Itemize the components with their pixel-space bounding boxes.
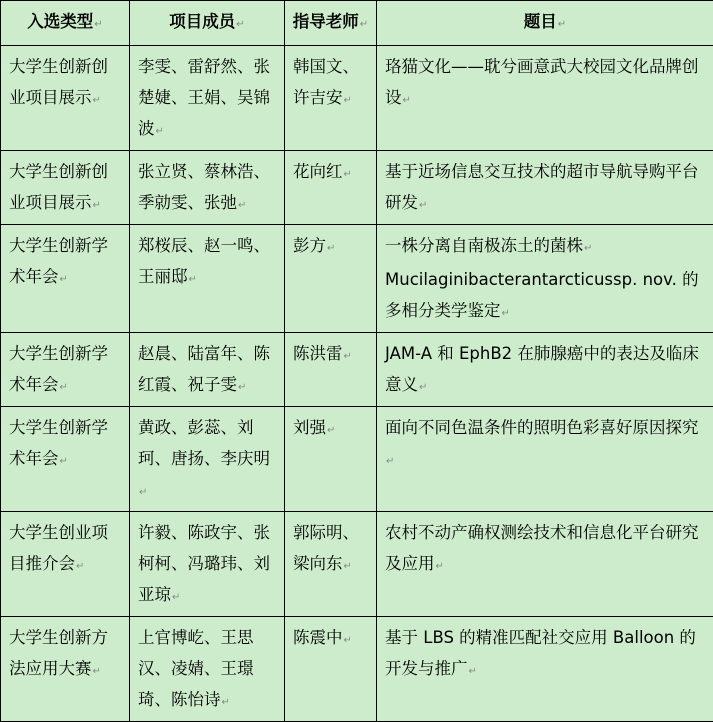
- table-row: [1, 407, 713, 512]
- cell-topic: 一株分离自南极冻土的菌株↵ Mucilaginibacterantarcticussp. nov. 的多相分类学鉴定↵: [377, 225, 713, 333]
- cell-topic: 珞猫文化——耽兮画意武大校园文化品牌创设↵: [377, 46, 713, 151]
- cell-topic: 农村不动产确权测绘技术和信息化平台研究及应用↵: [377, 512, 713, 617]
- cell-topic: JAM-A 和 EphB2 在肺腺癌中的表达及临床意义↵: [377, 333, 713, 407]
- table-row: [1, 151, 713, 225]
- cell-members: 上官博屹、王思汉、凌婧、王璟琦、陈怡诗↵: [130, 617, 285, 722]
- cell-advisor: 陈洪雷↵: [285, 333, 377, 407]
- cell-advisor: 郭际明、梁向东↵: [285, 512, 377, 617]
- cell-topic: 基于近场信息交互技术的超市导航导购平台研发↵: [377, 151, 713, 225]
- table-row: [1, 512, 713, 617]
- cell-members: 李雯、雷舒然、张楚婕、王娟、吴锦波↵: [130, 46, 285, 151]
- cell-topic: 面向不同色温条件的照明色彩喜好原因探究↵: [377, 407, 713, 512]
- table-row: [1, 225, 713, 333]
- header-advisor: 指导老师↵: [285, 1, 377, 46]
- header-row: [1, 1, 713, 46]
- table-row: [1, 46, 713, 151]
- cell-type: 大学生创新方法应用大赛↵: [1, 617, 130, 722]
- cell-advisor: 彭方↵: [285, 225, 377, 333]
- header-members: 项目成员↵: [130, 1, 285, 46]
- cell-type: 大学生创新学术年会↵: [1, 333, 130, 407]
- cell-type: 大学生创新创业项目展示↵: [1, 151, 130, 225]
- cell-type: 大学生创新学术年会↵: [1, 225, 130, 333]
- cell-advisor: 韩国文、许吉安↵: [285, 46, 377, 151]
- cell-type: 大学生创新学术年会↵: [1, 407, 130, 512]
- cell-type: 大学生创新创业项目展示↵: [1, 46, 130, 151]
- header-type: 入选类型↵: [1, 1, 130, 46]
- cell-members: 黄政、彭蕊、刘珂、唐扬、李庆明↵: [130, 407, 285, 512]
- cell-advisor: 刘强↵: [285, 407, 377, 512]
- cell-topic: 基于 LBS 的精准匹配社交应用 Balloon 的开发与推广↵: [377, 617, 713, 722]
- cell-advisor: 花向红↵: [285, 151, 377, 225]
- cell-members: 赵晨、陆富年、陈红霞、祝子雯↵: [130, 333, 285, 407]
- table-row: [1, 617, 713, 722]
- cell-advisor: 陈震中↵: [285, 617, 377, 722]
- header-topic: 题目↵: [377, 1, 713, 46]
- cell-members: 郑桜辰、赵一鸣、王丽邸↵: [130, 225, 285, 333]
- cell-members: 张立贤、蔡林浩、季勍雯、张弛↵: [130, 151, 285, 225]
- cell-type: 大学生创业项目推介会↵: [1, 512, 130, 617]
- table-row: [1, 333, 713, 407]
- cell-members: 许毅、陈政宇、张柯柯、冯璐玮、刘亚琼↵: [130, 512, 285, 617]
